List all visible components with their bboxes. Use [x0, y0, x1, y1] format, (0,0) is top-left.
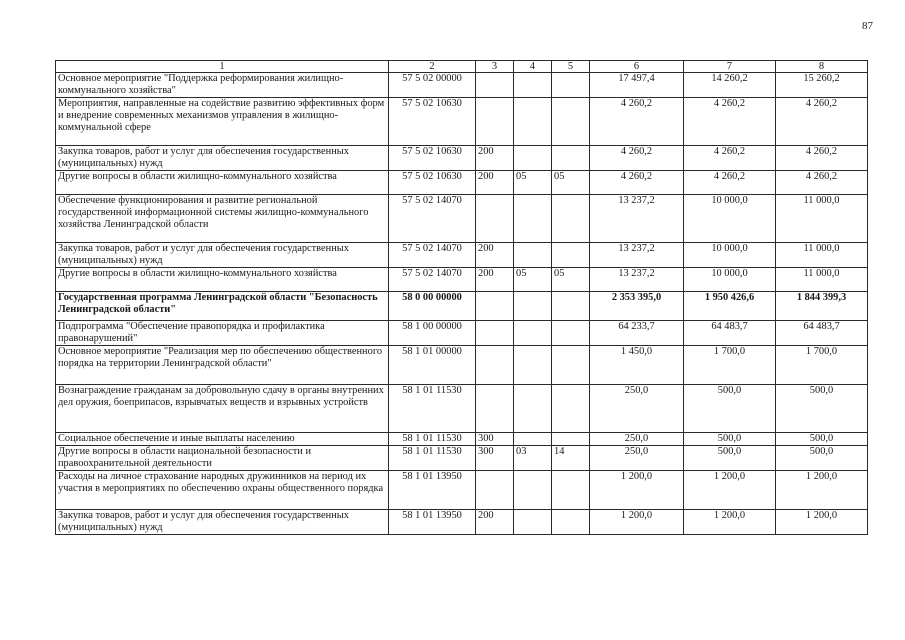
row-code-cell: 58 1 01 11530	[389, 385, 476, 433]
row-value8-cell: 500,0	[776, 433, 868, 446]
table-row	[56, 171, 868, 195]
row-code-cell: 57 5 02 14070	[389, 195, 476, 243]
row-name-cell: Другие вопросы в области жилищно-коммунального хозяйства	[56, 268, 389, 292]
row-col4-cell	[514, 98, 552, 146]
row-value7-cell: 4 260,2	[684, 98, 776, 146]
table-row	[56, 195, 868, 243]
row-col3-cell: 200	[476, 268, 514, 292]
table-row	[56, 321, 868, 346]
column-header: 1	[56, 61, 389, 73]
row-col3-cell	[476, 98, 514, 146]
row-code-cell: 57 5 02 10630	[389, 146, 476, 171]
row-col3-cell: 200	[476, 243, 514, 268]
row-code-cell: 58 1 01 11530	[389, 446, 476, 471]
row-value8-cell: 11 000,0	[776, 243, 868, 268]
row-col5-cell	[552, 346, 590, 385]
row-value6-cell: 1 200,0	[590, 510, 684, 535]
column-header: 6	[590, 61, 684, 73]
table-row	[56, 98, 868, 146]
row-col5-cell	[552, 471, 590, 510]
row-col5-cell: 05	[552, 268, 590, 292]
row-value7-cell: 14 260,2	[684, 73, 776, 98]
table-row	[56, 385, 868, 433]
row-value8-cell: 15 260,2	[776, 73, 868, 98]
row-value8-cell: 4 260,2	[776, 146, 868, 171]
row-name-cell: Другие вопросы в области национальной безопасности и правоохранительной деятельности	[56, 446, 389, 471]
row-col4-cell	[514, 146, 552, 171]
row-code-cell: 58 0 00 00000	[389, 292, 476, 321]
row-value6-cell: 1 200,0	[590, 471, 684, 510]
row-value7-cell: 1 700,0	[684, 346, 776, 385]
row-name-cell: Закупка товаров, работ и услуг для обеспечения государственных (муниципальных) нужд	[56, 243, 389, 268]
budget-table	[55, 60, 868, 535]
row-col4-cell: 05	[514, 171, 552, 195]
row-name-cell: Социальное обеспечение и иные выплаты населению	[56, 433, 389, 446]
row-value6-cell: 64 233,7	[590, 321, 684, 346]
row-value7-cell: 64 483,7	[684, 321, 776, 346]
row-col3-cell: 200	[476, 146, 514, 171]
row-value6-cell: 250,0	[590, 385, 684, 433]
row-col5-cell	[552, 98, 590, 146]
row-col4-cell: 03	[514, 446, 552, 471]
row-col3-cell	[476, 346, 514, 385]
row-value7-cell: 1 200,0	[684, 510, 776, 535]
row-name-cell: Государственная программа Ленинградской области "Безопасность Ленинградской области"	[56, 292, 389, 321]
row-col5-cell: 14	[552, 446, 590, 471]
row-col4-cell	[514, 195, 552, 243]
row-col4-cell	[514, 433, 552, 446]
row-code-cell: 57 5 02 14070	[389, 243, 476, 268]
row-value7-cell: 1 200,0	[684, 471, 776, 510]
table-row	[56, 346, 868, 385]
row-name-cell: Расходы на личное страхование народных дружинников на период их участия в мероприятиях по обеспечению охраны общественного порядка	[56, 471, 389, 510]
column-header: 8	[776, 61, 868, 73]
row-col5-cell: 05	[552, 171, 590, 195]
row-col3-cell	[476, 321, 514, 346]
table-row	[56, 268, 868, 292]
row-col3-cell: 200	[476, 171, 514, 195]
row-code-cell: 58 1 01 13950	[389, 510, 476, 535]
row-value6-cell: 4 260,2	[590, 171, 684, 195]
row-col5-cell	[552, 146, 590, 171]
row-value6-cell: 13 237,2	[590, 243, 684, 268]
row-value8-cell: 1 700,0	[776, 346, 868, 385]
row-value6-cell: 4 260,2	[590, 98, 684, 146]
row-col5-cell	[552, 243, 590, 268]
row-col3-cell: 200	[476, 510, 514, 535]
row-col4-cell	[514, 292, 552, 321]
row-value6-cell: 17 497,4	[590, 73, 684, 98]
row-col3-cell	[476, 195, 514, 243]
row-value6-cell: 2 353 395,0	[590, 292, 684, 321]
row-value8-cell: 500,0	[776, 446, 868, 471]
row-value7-cell: 1 950 426,6	[684, 292, 776, 321]
row-code-cell: 57 5 02 14070	[389, 268, 476, 292]
column-header: 7	[684, 61, 776, 73]
row-col5-cell	[552, 73, 590, 98]
row-col5-cell	[552, 292, 590, 321]
row-value7-cell: 10 000,0	[684, 268, 776, 292]
row-value7-cell: 10 000,0	[684, 243, 776, 268]
row-col5-cell	[552, 433, 590, 446]
row-col4-cell	[514, 346, 552, 385]
row-col5-cell	[552, 195, 590, 243]
row-col3-cell: 300	[476, 433, 514, 446]
row-name-cell: Подпрограмма "Обеспечение правопорядка и профилактика правонарушений"	[56, 321, 389, 346]
row-code-cell: 58 1 01 13950	[389, 471, 476, 510]
row-value8-cell: 500,0	[776, 385, 868, 433]
row-name-cell: Другие вопросы в области жилищно-коммунального хозяйства	[56, 171, 389, 195]
row-value7-cell: 4 260,2	[684, 171, 776, 195]
header-row	[56, 61, 868, 73]
row-name-cell: Вознаграждение гражданам за добровольную сдачу в органы внутренних дел оружия, боеприпасов, взрывчатых веществ и взрывных устройств	[56, 385, 389, 433]
row-col4-cell	[514, 471, 552, 510]
row-value8-cell: 1 844 399,3	[776, 292, 868, 321]
row-value6-cell: 250,0	[590, 446, 684, 471]
row-value7-cell: 500,0	[684, 446, 776, 471]
row-value6-cell: 13 237,2	[590, 268, 684, 292]
table-row	[56, 433, 868, 446]
row-col5-cell	[552, 510, 590, 535]
row-code-cell: 58 1 01 00000	[389, 346, 476, 385]
page-number: 87	[862, 20, 873, 32]
row-value6-cell: 250,0	[590, 433, 684, 446]
row-col3-cell	[476, 385, 514, 433]
column-header: 3	[476, 61, 514, 73]
row-code-cell: 58 1 00 00000	[389, 321, 476, 346]
row-value8-cell: 64 483,7	[776, 321, 868, 346]
row-name-cell: Основное мероприятие "Поддержка реформирования жилищно-коммунального хозяйства"	[56, 73, 389, 98]
row-name-cell: Обеспечение функционирования и развитие региональной государственной информационной системы жилищно-коммунального хозяйства Ленинградской области	[56, 195, 389, 243]
row-code-cell: 58 1 01 11530	[389, 433, 476, 446]
row-col4-cell: 05	[514, 268, 552, 292]
table-row	[56, 73, 868, 98]
table-row	[56, 243, 868, 268]
column-header: 4	[514, 61, 552, 73]
column-header: 2	[389, 61, 476, 73]
row-value8-cell: 4 260,2	[776, 98, 868, 146]
row-col4-cell	[514, 73, 552, 98]
row-code-cell: 57 5 02 10630	[389, 171, 476, 195]
table-row	[56, 292, 868, 321]
table-body	[56, 73, 868, 535]
row-name-cell: Основное мероприятие "Реализация мер по обеспечению общественного порядка на территории Ленинградской области"	[56, 346, 389, 385]
row-col3-cell	[476, 73, 514, 98]
table-row	[56, 146, 868, 171]
row-value8-cell: 1 200,0	[776, 471, 868, 510]
row-value7-cell: 500,0	[684, 433, 776, 446]
row-name-cell: Мероприятия, направленные на содействие развитию эффективных форм и внедрение современных механизмов управления в жилищно-коммунальной сфере	[56, 98, 389, 146]
row-value7-cell: 4 260,2	[684, 146, 776, 171]
row-value8-cell: 11 000,0	[776, 195, 868, 243]
row-col5-cell	[552, 321, 590, 346]
row-code-cell: 57 5 02 00000	[389, 73, 476, 98]
row-value6-cell: 1 450,0	[590, 346, 684, 385]
row-col3-cell	[476, 471, 514, 510]
row-value7-cell: 10 000,0	[684, 195, 776, 243]
row-name-cell: Закупка товаров, работ и услуг для обеспечения государственных (муниципальных) нужд	[56, 146, 389, 171]
table-row	[56, 471, 868, 510]
row-value8-cell: 1 200,0	[776, 510, 868, 535]
row-col3-cell	[476, 292, 514, 321]
row-col4-cell	[514, 321, 552, 346]
table-row	[56, 446, 868, 471]
row-value6-cell: 4 260,2	[590, 146, 684, 171]
row-value7-cell: 500,0	[684, 385, 776, 433]
column-header: 5	[552, 61, 590, 73]
row-value8-cell: 11 000,0	[776, 268, 868, 292]
row-col4-cell	[514, 385, 552, 433]
row-value6-cell: 13 237,2	[590, 195, 684, 243]
table-row	[56, 510, 868, 535]
row-col4-cell	[514, 243, 552, 268]
row-code-cell: 57 5 02 10630	[389, 98, 476, 146]
row-col5-cell	[552, 385, 590, 433]
row-name-cell: Закупка товаров, работ и услуг для обеспечения государственных (муниципальных) нужд	[56, 510, 389, 535]
row-col3-cell: 300	[476, 446, 514, 471]
row-value8-cell: 4 260,2	[776, 171, 868, 195]
row-col4-cell	[514, 510, 552, 535]
